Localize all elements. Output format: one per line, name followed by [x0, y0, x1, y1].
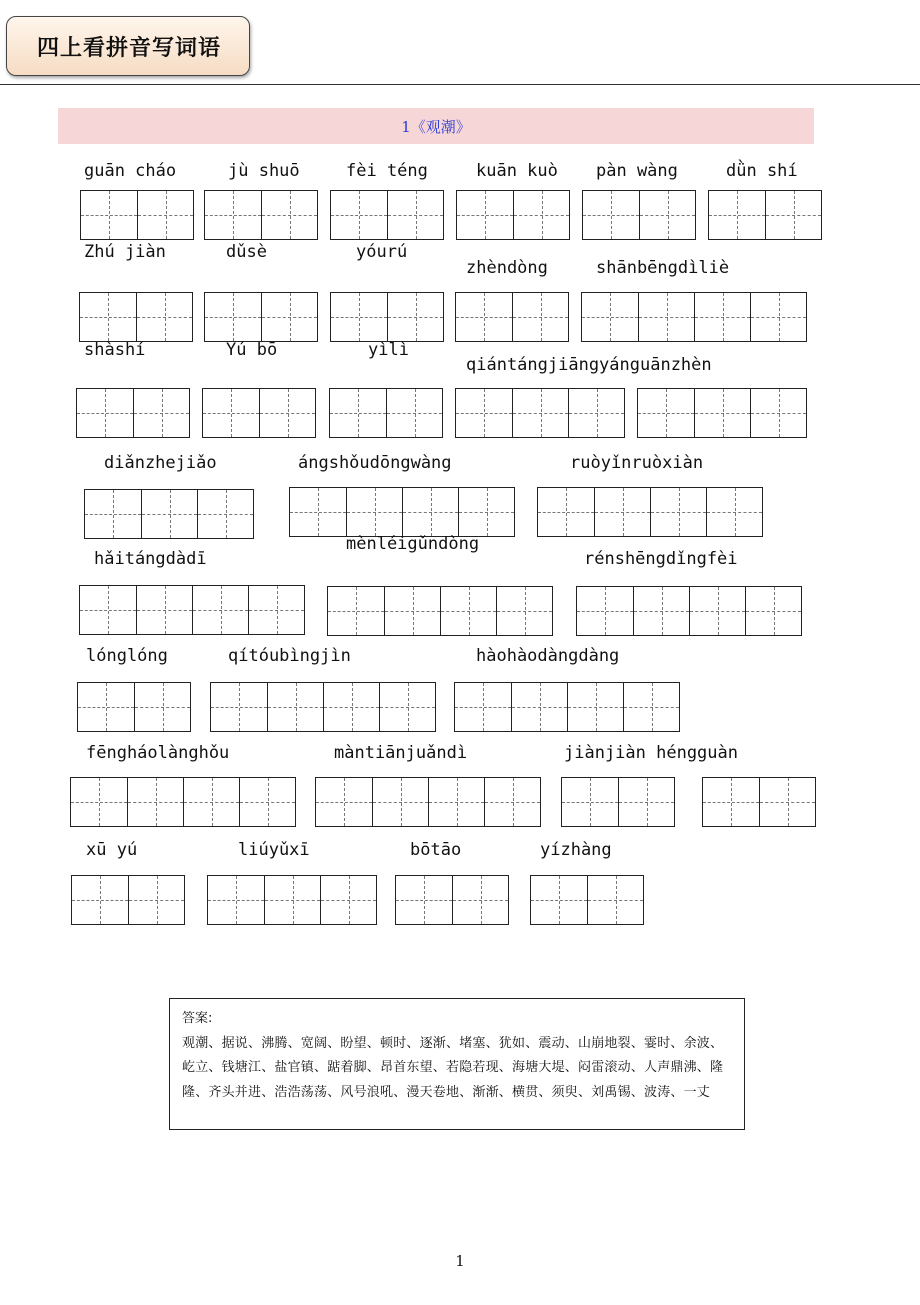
writing-cell[interactable] [531, 876, 587, 924]
writing-cell[interactable] [261, 191, 317, 239]
writing-grid[interactable] [582, 190, 696, 240]
pinyin-prompt: yízhàng [540, 840, 612, 860]
answer-label: 答案: [182, 1011, 213, 1026]
writing-cell[interactable] [387, 191, 443, 239]
pinyin-prompt: qítóubìngjìn [228, 646, 351, 666]
writing-cell[interactable] [290, 488, 346, 536]
writing-grid[interactable] [210, 682, 436, 732]
writing-cell[interactable] [583, 191, 639, 239]
writing-cell[interactable] [694, 389, 750, 437]
writing-cell[interactable] [127, 778, 183, 826]
writing-grid[interactable] [204, 190, 318, 240]
writing-cell[interactable] [496, 587, 552, 635]
writing-grid[interactable] [576, 586, 802, 636]
writing-cell[interactable] [396, 876, 452, 924]
writing-grid[interactable] [315, 777, 541, 827]
lesson-title: 1《观潮》 [401, 117, 471, 136]
writing-cell[interactable] [513, 191, 569, 239]
pinyin-prompt: shàshí [84, 340, 146, 360]
pinyin-prompt: guān cháo [84, 161, 177, 181]
writing-cell[interactable] [452, 876, 508, 924]
writing-cell[interactable] [78, 683, 134, 731]
writing-cell[interactable] [455, 683, 511, 731]
writing-cell[interactable] [511, 683, 567, 731]
writing-cell[interactable] [568, 389, 624, 437]
writing-cell[interactable] [538, 488, 594, 536]
writing-grid[interactable] [581, 292, 807, 342]
pinyin-prompt: ruòyǐnruòxiàn [570, 453, 704, 473]
writing-grid[interactable] [289, 487, 515, 537]
answer-text: 观潮、据说、沸腾、宽阔、盼望、顿时、逐渐、堵塞、犹如、震动、山崩地裂、霎时、余波、屹立、钱塘江、盐官镇、踮着脚、昂首东望、若隐若现、海塘大堤、闷雷滚动、人声鼎沸、隆隆、齐头并进、浩浩荡荡、风号浪吼、漫天卷地、渐渐、横贯、须臾、刘禹锡、波涛、一丈 [182, 1035, 724, 1100]
writing-cell[interactable] [638, 389, 694, 437]
writing-cell[interactable] [694, 293, 750, 341]
writing-cell[interactable] [379, 683, 435, 731]
writing-grid[interactable] [327, 586, 553, 636]
pinyin-prompt: Zhú jiàn [84, 242, 166, 262]
writing-cell[interactable] [323, 683, 379, 731]
pinyin-prompt: dǔsè [226, 242, 267, 262]
writing-cell[interactable] [440, 587, 496, 635]
writing-cell[interactable] [134, 683, 190, 731]
writing-cell[interactable] [650, 488, 706, 536]
writing-cell[interactable] [239, 778, 295, 826]
writing-grid[interactable] [537, 487, 763, 537]
writing-cell[interactable] [456, 389, 512, 437]
writing-cell[interactable] [141, 490, 197, 538]
writing-cell[interactable] [205, 191, 261, 239]
writing-cell[interactable] [386, 389, 442, 437]
writing-cell[interactable] [567, 683, 623, 731]
writing-cell[interactable] [331, 191, 387, 239]
writing-grid[interactable] [455, 292, 569, 342]
writing-cell[interactable] [328, 587, 384, 635]
page-title-badge [6, 16, 250, 76]
writing-grid[interactable] [329, 388, 443, 438]
writing-grid[interactable] [637, 388, 807, 438]
writing-cell[interactable] [136, 586, 192, 634]
writing-cell[interactable] [248, 586, 304, 634]
lesson-banner [58, 108, 814, 144]
writing-cell[interactable] [387, 293, 443, 341]
writing-cell[interactable] [689, 587, 745, 635]
writing-grid[interactable] [202, 388, 316, 438]
writing-cell[interactable] [618, 778, 674, 826]
writing-cell[interactable] [330, 389, 386, 437]
writing-cell[interactable] [372, 778, 428, 826]
pinyin-prompt: ángshǒudōngwàng [298, 453, 452, 473]
writing-grid[interactable] [708, 190, 822, 240]
writing-cell[interactable] [208, 876, 264, 924]
writing-cell[interactable] [137, 191, 193, 239]
writing-grid[interactable] [455, 388, 625, 438]
pinyin-prompt: bōtāo [410, 840, 462, 860]
writing-cell[interactable] [203, 389, 259, 437]
pinyin-prompt: hàohàodàngdàng [476, 646, 620, 666]
writing-cell[interactable] [316, 778, 372, 826]
pinyin-prompt: fèi téng [346, 161, 428, 181]
writing-cell[interactable] [577, 587, 633, 635]
writing-grid[interactable] [70, 777, 296, 827]
writing-cell[interactable] [72, 876, 128, 924]
writing-cell[interactable] [80, 586, 136, 634]
writing-grid[interactable] [84, 489, 254, 539]
header-divider [0, 84, 920, 85]
writing-cell[interactable] [706, 488, 762, 536]
writing-cell[interactable] [85, 490, 141, 538]
writing-grid[interactable] [456, 190, 570, 240]
writing-grid[interactable] [207, 875, 377, 925]
writing-cell[interactable] [582, 293, 638, 341]
pinyin-prompt: qiántángjiāngyánguānzhèn [466, 355, 712, 375]
writing-cell[interactable] [639, 191, 695, 239]
writing-cell[interactable] [562, 778, 618, 826]
writing-cell[interactable] [77, 389, 133, 437]
page-title: 四上看拼音写词语 [37, 35, 222, 61]
writing-cell[interactable] [633, 587, 689, 635]
pinyin-prompt: rénshēngdǐngfèi [584, 549, 738, 569]
writing-grid[interactable] [395, 875, 509, 925]
writing-grid[interactable] [79, 585, 305, 635]
writing-cell[interactable] [81, 191, 137, 239]
pinyin-prompt: xū yú [86, 840, 138, 860]
writing-cell[interactable] [267, 683, 323, 731]
writing-cell[interactable] [457, 191, 513, 239]
page-number: 1 [455, 1252, 465, 1270]
pinyin-prompt: yóurú [356, 242, 408, 262]
writing-cell[interactable] [80, 293, 136, 341]
pinyin-prompt: dǜn shí [726, 161, 798, 181]
writing-grid[interactable] [702, 777, 816, 827]
writing-cell[interactable] [709, 191, 765, 239]
writing-cell[interactable] [750, 389, 806, 437]
pinyin-prompt: jù shuō [228, 161, 300, 181]
writing-cell[interactable] [512, 389, 568, 437]
writing-cell[interactable] [264, 876, 320, 924]
writing-grid[interactable] [77, 682, 191, 732]
writing-cell[interactable] [638, 293, 694, 341]
writing-cell[interactable] [750, 293, 806, 341]
pinyin-prompt: shānbēngdìliè [596, 258, 730, 278]
pinyin-prompt: yìlì [368, 340, 409, 360]
writing-cell[interactable] [259, 389, 315, 437]
writing-cell[interactable] [745, 587, 801, 635]
writing-grid[interactable] [330, 292, 444, 342]
writing-cell[interactable] [346, 488, 402, 536]
writing-cell[interactable] [703, 778, 759, 826]
pinyin-prompt: pàn wàng [596, 161, 678, 181]
writing-cell[interactable] [484, 778, 540, 826]
writing-grid[interactable] [71, 875, 185, 925]
writing-cell[interactable] [759, 778, 815, 826]
writing-cell[interactable] [512, 293, 568, 341]
writing-grid[interactable] [454, 682, 680, 732]
writing-cell[interactable] [594, 488, 650, 536]
writing-grid[interactable] [80, 190, 194, 240]
writing-grid[interactable] [530, 875, 644, 925]
writing-cell[interactable] [384, 587, 440, 635]
pinyin-prompt: lónglóng [86, 646, 168, 666]
writing-grid[interactable] [79, 292, 193, 342]
pinyin-prompt: màntiānjuǎndì [334, 743, 468, 763]
writing-cell[interactable] [402, 488, 458, 536]
writing-grid[interactable] [76, 388, 190, 438]
writing-cell[interactable] [587, 876, 643, 924]
pinyin-prompt: Yú bō [226, 340, 278, 360]
writing-cell[interactable] [192, 586, 248, 634]
writing-cell[interactable] [71, 778, 127, 826]
pinyin-prompt: kuān kuò [476, 161, 558, 181]
writing-cell[interactable] [183, 778, 239, 826]
writing-cell[interactable] [456, 293, 512, 341]
pinyin-prompt: hǎitángdàdī [94, 549, 207, 569]
writing-cell[interactable] [197, 490, 253, 538]
writing-cell[interactable] [205, 293, 261, 341]
writing-cell[interactable] [765, 191, 821, 239]
pinyin-prompt: liúyǔxī [238, 840, 310, 860]
writing-cell[interactable] [261, 293, 317, 341]
writing-cell[interactable] [136, 293, 192, 341]
pinyin-prompt: mènléigǔndòng [346, 534, 480, 554]
writing-cell[interactable] [623, 683, 679, 731]
pinyin-prompt: diǎnzhejiǎo [104, 453, 217, 473]
pinyin-prompt: zhèndòng [466, 258, 548, 278]
writing-grid[interactable] [204, 292, 318, 342]
writing-cell[interactable] [211, 683, 267, 731]
writing-cell[interactable] [428, 778, 484, 826]
pinyin-prompt: jiànjiàn héngguàn [564, 743, 738, 763]
pinyin-prompt: fēngháolànghǒu [86, 743, 230, 763]
writing-cell[interactable] [128, 876, 184, 924]
answer-box [169, 998, 745, 1130]
writing-cell[interactable] [331, 293, 387, 341]
writing-cell[interactable] [133, 389, 189, 437]
writing-grid[interactable] [330, 190, 444, 240]
writing-cell[interactable] [458, 488, 514, 536]
writing-grid[interactable] [561, 777, 675, 827]
writing-cell[interactable] [320, 876, 376, 924]
